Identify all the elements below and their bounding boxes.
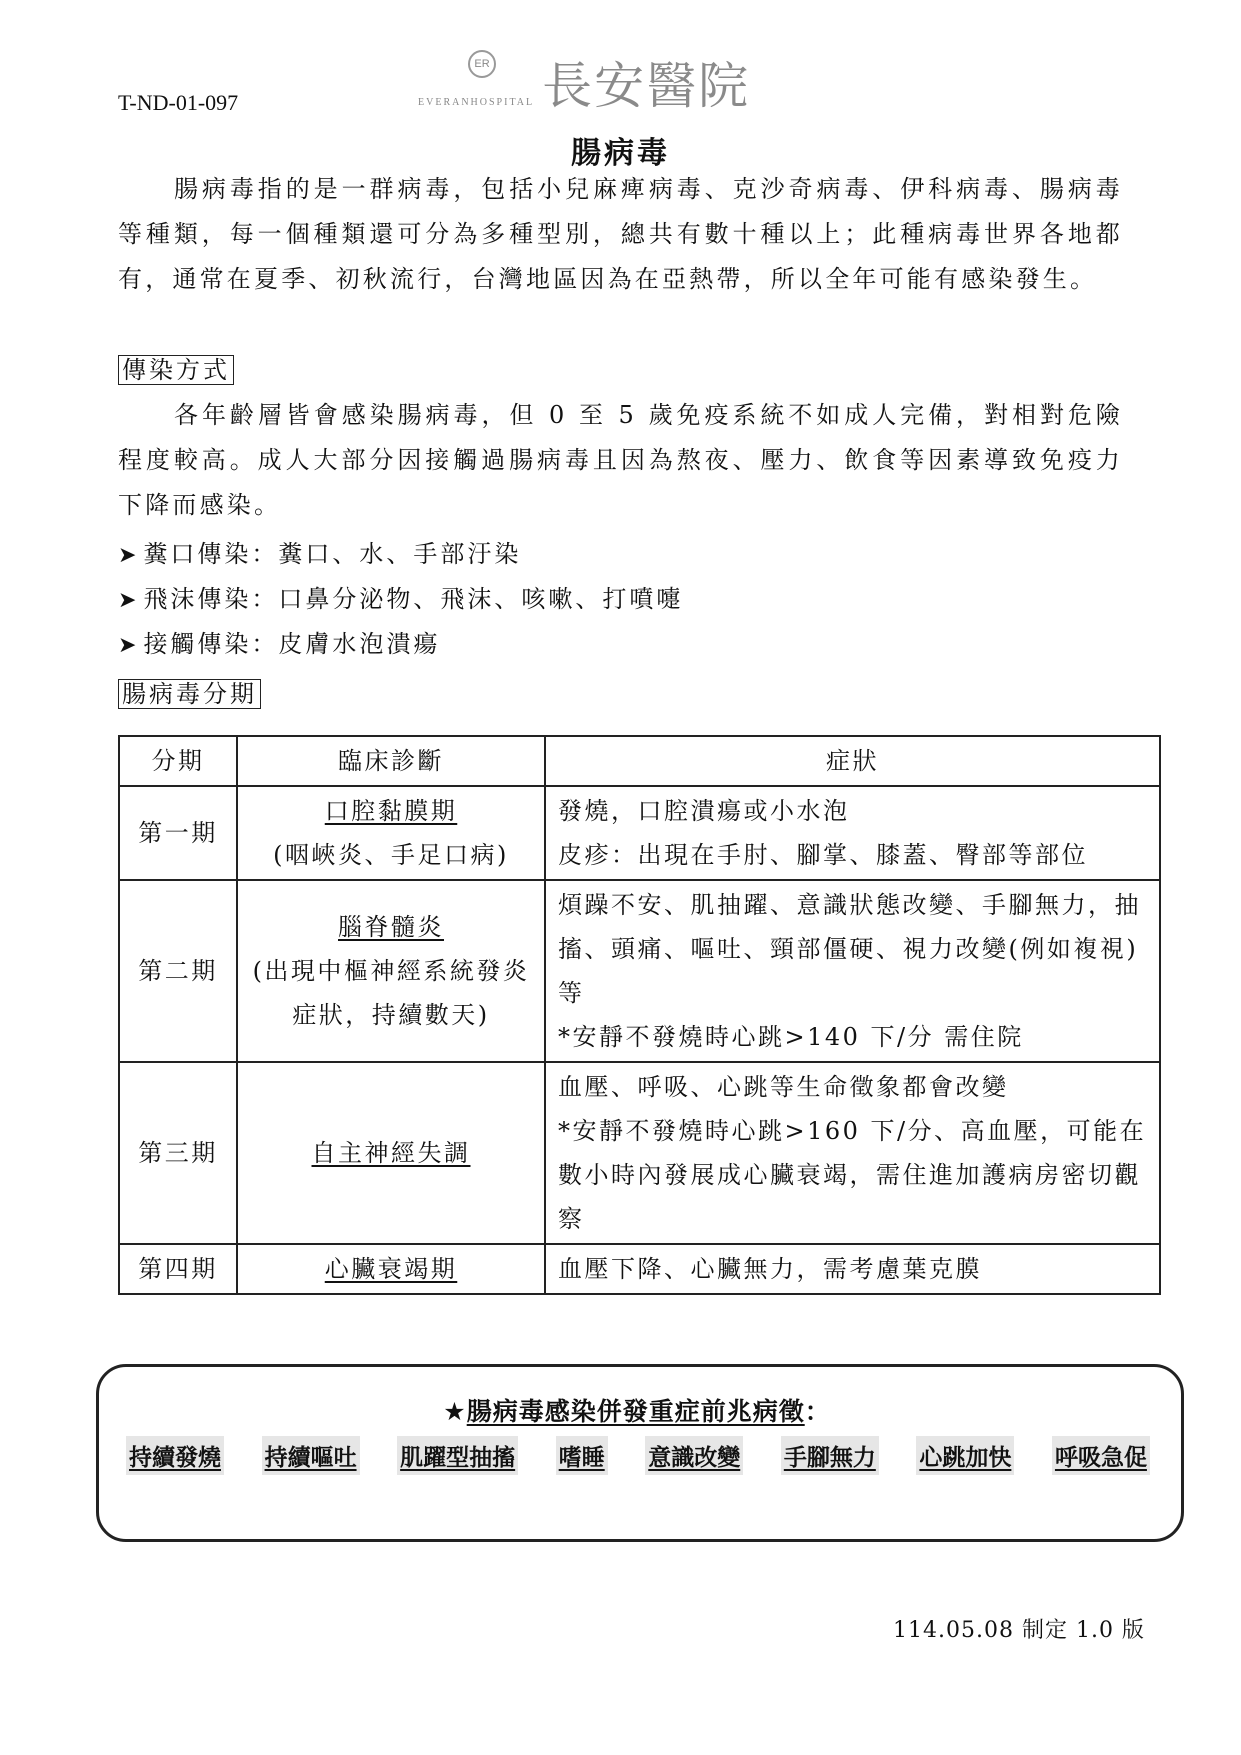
version-footer: 114.05.08 制定 1.0 版	[893, 1618, 1145, 1643]
star-icon: ★	[443, 1397, 467, 1426]
diagnosis-name: 心臟衰竭期	[324, 1255, 458, 1283]
bullet-contact	[118, 626, 440, 664]
bullet-text: 飛沫傳染：口鼻分泌物、飛沫、咳嗽、打噴嚏	[143, 585, 684, 613]
bullet-droplet	[118, 581, 683, 619]
table-row	[119, 786, 1160, 880]
warning-title-colon: ：	[804, 1397, 831, 1426]
symptom-line: 血壓、呼吸、心跳等生命徵象都會改變	[558, 1073, 1009, 1101]
column-header-diagnosis: 臨床診斷	[237, 736, 545, 786]
page-title: 腸病毒	[571, 136, 670, 171]
table-header-row	[119, 736, 1160, 786]
warning-sign-item: 呼吸急促	[1052, 1436, 1150, 1475]
warning-signs-list	[126, 1436, 1150, 1475]
arrow-bullet-icon: ➤	[118, 543, 140, 568]
logo-chinese-name: 長安醫院	[542, 57, 751, 115]
intro-paragraph	[118, 167, 1123, 302]
diagnosis-note: (咽峽炎、手足口病)	[273, 841, 509, 869]
symptoms-cell	[545, 880, 1160, 1062]
stages-table	[118, 735, 1161, 1295]
diagnosis-cell	[237, 880, 545, 1062]
diagnosis-cell	[237, 1062, 545, 1244]
warning-sign-item: 手腳無力	[781, 1436, 879, 1475]
diagnosis-name: 口腔黏膜期	[324, 797, 458, 825]
stage-cell: 第二期	[119, 880, 237, 1062]
symptom-line: *安靜不發燒時心跳>160 下/分、高血壓，可能在數小時內發展成心臟衰竭，需住進加護病房密切觀察	[558, 1117, 1147, 1233]
diagnosis-name: 腦脊髓炎	[338, 913, 444, 941]
table-row	[119, 1244, 1160, 1294]
warning-sign-item: 持續發燒	[126, 1436, 224, 1475]
symptoms-cell	[545, 1062, 1160, 1244]
symptom-line: 皮疹：出現在手肘、腳掌、膝蓋、臀部等部位	[558, 841, 1088, 869]
diagnosis-cell	[237, 786, 545, 880]
symptom-line: 煩躁不安、肌抽躍、意識狀態改變、手腳無力，抽搐、頭痛、嘔吐、頸部僵硬、視力改變(例如複視)等	[558, 891, 1141, 1007]
table-row	[119, 1062, 1160, 1244]
bullet-text: 糞口傳染：糞口、水、手部汙染	[143, 540, 522, 568]
symptom-line: 發燒，口腔潰瘍或小水泡	[558, 797, 850, 825]
bullet-fecal-oral	[118, 536, 521, 574]
transmission-paragraph	[118, 393, 1123, 528]
warning-sign-item: 持續嘔吐	[262, 1436, 360, 1475]
stages-heading	[118, 676, 261, 712]
stages-heading-label: 腸病毒分期	[118, 679, 261, 709]
diagnosis-note: (出現中樞神經系統發炎症狀，持續數天)	[252, 957, 530, 1029]
symptom-line: 血壓下降、心臟無力，需考慮葉克膜	[558, 1255, 982, 1283]
symptoms-cell	[545, 786, 1160, 880]
warning-sign-item: 嗜睡	[556, 1436, 608, 1475]
diagnosis-name: 自主神經失調	[311, 1139, 471, 1167]
hospital-emblem-icon: ER	[468, 50, 496, 78]
transmission-heading-label: 傳染方式	[118, 355, 234, 385]
warning-sign-item: 心跳加快	[916, 1436, 1014, 1475]
bullet-text: 接觸傳染：皮膚水泡潰瘍	[143, 630, 441, 658]
warning-sign-item: 肌躍型抽搐	[397, 1436, 518, 1475]
stage-cell: 第一期	[119, 786, 237, 880]
transmission-heading	[118, 352, 234, 388]
warning-title-text: 腸病毒感染併發重症前兆病徵	[466, 1397, 805, 1426]
symptom-line: *安靜不發燒時心跳>140 下/分 需住院	[558, 1023, 1024, 1051]
column-header-stage: 分期	[119, 736, 237, 786]
warning-signs-title	[0, 1392, 1241, 1428]
diagnosis-cell	[237, 1244, 545, 1294]
column-header-symptoms: 症狀	[545, 736, 1160, 786]
hospital-logo	[418, 50, 750, 114]
arrow-bullet-icon: ➤	[118, 633, 140, 658]
table-row	[119, 880, 1160, 1062]
document-code: T-ND-01-097	[118, 90, 239, 115]
warning-sign-item: 意識改變	[645, 1436, 743, 1475]
stage-cell: 第四期	[119, 1244, 237, 1294]
intro-text: 腸病毒指的是一群病毒，包括小兒麻痺病毒、克沙奇病毒、伊科病毒、腸病毒等種類，每一個種類還可分為多種型別，總共有數十種以上；此種病毒世界各地都有，通常在夏季、初秋流行，台灣地區因為在亞熱帶，所以全年可能有感染發生。	[118, 175, 1123, 293]
symptoms-cell	[545, 1244, 1160, 1294]
stage-cell: 第三期	[119, 1062, 237, 1244]
logo-english-name: EVERANHOSPITAL	[418, 97, 535, 108]
arrow-bullet-icon: ➤	[118, 588, 140, 613]
transmission-text: 各年齡層皆會感染腸病毒，但 0 至 5 歲免疫系統不如成人完備，對相對危險程度較高。成人大部分因接觸過腸病毒且因為熬夜、壓力、飲食等因素導致免疫力下降而感染。	[118, 401, 1123, 519]
